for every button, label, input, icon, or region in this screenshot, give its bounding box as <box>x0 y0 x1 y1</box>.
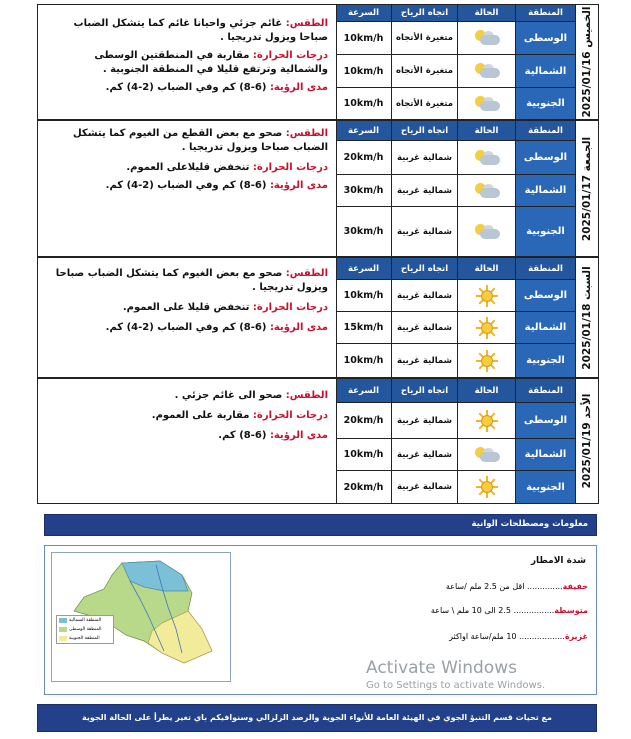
weather-description <box>44 389 328 503</box>
header-speed: السرعة <box>336 379 392 403</box>
legend-item <box>57 625 113 634</box>
speed-cell: 20km/h <box>336 141 392 175</box>
speed-cell: 15km/h <box>336 312 392 344</box>
partly-cloudy-icon <box>473 222 501 242</box>
partly-cloudy-icon <box>473 445 501 465</box>
rain-item-label: غزيرة <box>564 632 588 641</box>
rain-item-light <box>446 582 588 591</box>
header-state: الحالة <box>458 258 516 280</box>
speed-cell: 10km/h <box>336 88 392 119</box>
partly-cloudy-icon <box>473 94 501 114</box>
region-table <box>336 121 576 256</box>
partly-cloudy-icon <box>473 28 501 48</box>
rain-item-moderate <box>431 606 588 615</box>
rain-item-text: .................. 10 ملم/ساعة اواكثر <box>449 632 565 641</box>
legend-label: المنطقة الشمالية <box>69 618 102 623</box>
region-table <box>336 5 576 119</box>
region-table <box>336 258 576 377</box>
footer-bar <box>37 704 597 732</box>
legend-item <box>57 634 113 643</box>
header-speed: السرعة <box>336 5 392 22</box>
rain-intensity-title: شدة الامطار <box>530 556 586 566</box>
header-wind-direction: اتجاه الرياح <box>392 5 458 22</box>
weather-label: الطقس: <box>285 128 328 139</box>
weather-label: الطقس: <box>285 390 328 401</box>
visibility-text: (6-8) كم وفي الضباب (2-4) كم. <box>105 180 267 191</box>
wind-cell: شمالية غربية <box>392 403 458 439</box>
map-legend <box>56 615 114 644</box>
sun-icon <box>476 410 498 432</box>
legend-item <box>57 616 113 625</box>
temperature-label: درجات الحرارة: <box>252 410 328 421</box>
weather-description <box>44 127 328 256</box>
weather-description <box>44 267 328 377</box>
forecast-day-4 <box>37 378 599 504</box>
partly-cloudy-icon <box>473 181 501 201</box>
wind-cell: شمالية غربية <box>392 141 458 175</box>
watermark-title: Activate Windows <box>366 658 517 678</box>
legend-swatch <box>59 618 67 623</box>
region-cell: الشمالية <box>516 439 576 471</box>
region-cell: الشمالية <box>516 175 576 207</box>
date-column <box>574 379 598 503</box>
speed-cell: 30km/h <box>336 207 392 256</box>
speed-cell: 20km/h <box>336 403 392 439</box>
weather-text: صحو مع بعض الغيوم كما يتشكل الضباب صباحا ويزول تدريجيا . <box>55 268 328 293</box>
header-state: الحالة <box>458 5 516 22</box>
sun-icon <box>476 317 498 339</box>
region-cell: الوسطى <box>516 22 576 55</box>
state-cell <box>458 88 516 119</box>
state-cell <box>458 175 516 207</box>
header-speed: السرعة <box>336 121 392 141</box>
rain-item-text: .............. اقل من 2.5 ملم /ساعة <box>445 582 563 591</box>
header-region: المنطقة <box>516 379 576 403</box>
state-cell <box>458 403 516 439</box>
state-cell <box>458 344 516 377</box>
header-state: الحالة <box>458 379 516 403</box>
forecast-day-1 <box>37 4 599 120</box>
region-table <box>336 379 576 503</box>
region-cell: الشمالية <box>516 55 576 88</box>
speed-cell: 10km/h <box>336 439 392 471</box>
forecast-day-2 <box>37 120 599 257</box>
state-cell <box>458 471 516 503</box>
day-date: الأحد 2025/01/19 <box>580 393 593 489</box>
forecast-day-3 <box>37 257 599 378</box>
legend-swatch <box>59 627 67 632</box>
visibility-text: (6-8) كم وفي الضباب (2-4) كم. <box>105 322 267 333</box>
header-wind-direction: اتجاه الرياح <box>392 258 458 280</box>
region-cell: الجنوبية <box>516 344 576 377</box>
wind-cell: متغيرة الأتجاه <box>392 55 458 88</box>
visibility-label: مدى الرؤية: <box>269 322 328 333</box>
map-frame <box>51 552 231 682</box>
visibility-label: مدى الرؤية: <box>269 180 328 191</box>
watermark-subtitle: Go to Settings to activate Windows. <box>366 680 546 691</box>
weather-text: صحو مع بعض القطع من الغيوم كما يتشكل الضباب صباحا ويزول تدريجيا . <box>72 128 328 153</box>
weather-text: صحو الى غائم جزئي . <box>174 390 283 401</box>
speed-cell: 10km/h <box>336 22 392 55</box>
state-cell <box>458 312 516 344</box>
temperature-label: درجات الحرارة: <box>252 302 328 313</box>
wind-cell: شمالية غربية <box>392 175 458 207</box>
state-cell <box>458 141 516 175</box>
region-cell: الجنوبية <box>516 207 576 256</box>
date-column <box>574 258 598 377</box>
state-cell <box>458 439 516 471</box>
legend-label: المنطقة الجنوبية <box>69 636 100 641</box>
speed-cell: 10km/h <box>336 55 392 88</box>
sun-icon <box>476 350 498 372</box>
rain-item-label: متوسطة <box>554 606 588 615</box>
day-date: الجمعة 2025/01/17 <box>580 136 593 241</box>
visibility-label: مدى الرؤية: <box>269 430 328 441</box>
speed-cell: 10km/h <box>336 344 392 377</box>
legend-label: المنطقة الوسطى <box>69 627 102 632</box>
region-cell: الشمالية <box>516 312 576 344</box>
weather-description <box>44 17 328 119</box>
state-cell <box>458 207 516 256</box>
sun-icon <box>476 285 498 307</box>
visibility-text: (6-8) كم وفي الضباب (2-4) كم. <box>105 82 267 93</box>
wind-cell: شمالية غربية <box>392 207 458 256</box>
region-cell: الجنوبية <box>516 471 576 503</box>
partly-cloudy-icon <box>473 148 501 168</box>
header-wind-direction: اتجاه الرياح <box>392 379 458 403</box>
temperature-text: تنخفض قليلاعلى العموم. <box>126 162 250 173</box>
region-cell: الوسطى <box>516 280 576 312</box>
state-cell <box>458 22 516 55</box>
visibility-label: مدى الرؤية: <box>269 82 328 93</box>
wind-cell: شمالية غربية <box>392 312 458 344</box>
date-column <box>574 121 598 256</box>
header-wind-direction: اتجاه الرياح <box>392 121 458 141</box>
rain-item-label: خفيفة <box>562 582 588 591</box>
visibility-text: (6-8) كم. <box>218 430 267 441</box>
footer-text: مع تحيات قسم التنبؤ الجوي في الهيئة العامة للأنواء الجوية والرصد الزلزالي وسنوافيكم باي تغير يطرأ على الحالة الجوية <box>82 713 552 722</box>
legend-swatch <box>59 636 67 641</box>
rain-item-heavy <box>449 632 588 641</box>
region-cell: الجنوبية <box>516 88 576 119</box>
header-speed: السرعة <box>336 258 392 280</box>
day-date: الخميس 2025/01/16 <box>580 6 593 118</box>
wind-cell: شمالية غربية <box>392 439 458 471</box>
activate-windows-watermark <box>366 658 626 691</box>
weather-label: الطقس: <box>285 268 328 279</box>
state-cell <box>458 55 516 88</box>
rain-item-text: ................ 2.5 الى 10 ملم \ ساعة <box>430 606 555 615</box>
header-region: المنطقة <box>516 5 576 22</box>
wind-cell: شمالية غربية <box>392 280 458 312</box>
region-cell: الوسطى <box>516 403 576 439</box>
temperature-text: تنخفض قليلا على العموم. <box>122 302 250 313</box>
header-state: الحالة <box>458 121 516 141</box>
wind-cell: متغيرة الأتجاه <box>392 22 458 55</box>
temperature-label: درجات الحرارة: <box>252 162 328 173</box>
info-bar-title: معلومات ومصطلحات الوانية <box>471 519 588 529</box>
info-bar <box>44 514 597 536</box>
weather-label: الطقس: <box>285 18 328 29</box>
date-column <box>574 5 598 119</box>
temperature-text: مقاربة على العموم. <box>151 410 250 421</box>
speed-cell: 20km/h <box>336 471 392 503</box>
temperature-label: درجات الحرارة: <box>252 50 328 61</box>
wind-cell: شمالية غربية <box>392 344 458 377</box>
state-cell <box>458 280 516 312</box>
speed-cell: 30km/h <box>336 175 392 207</box>
sun-icon <box>476 476 498 498</box>
partly-cloudy-icon <box>473 61 501 81</box>
wind-cell: متغيرة الأتجاه <box>392 88 458 119</box>
temperature-text: مقاربة في المنطقتين الوسطى والشمالية وترتفع قليلا في المنطقة الجنوبية . <box>94 50 328 75</box>
header-region: المنطقة <box>516 121 576 141</box>
wind-cell: شمالية غربية <box>392 471 458 503</box>
header-region: المنطقة <box>516 258 576 280</box>
region-cell: الوسطى <box>516 141 576 175</box>
weather-text: غائم جزئي واحيانا غائم كما يتشكل الضباب صباحا ويزول تدريجيا . <box>73 18 328 43</box>
day-date: السبت 2025/01/18 <box>580 265 593 370</box>
speed-cell: 10km/h <box>336 280 392 312</box>
